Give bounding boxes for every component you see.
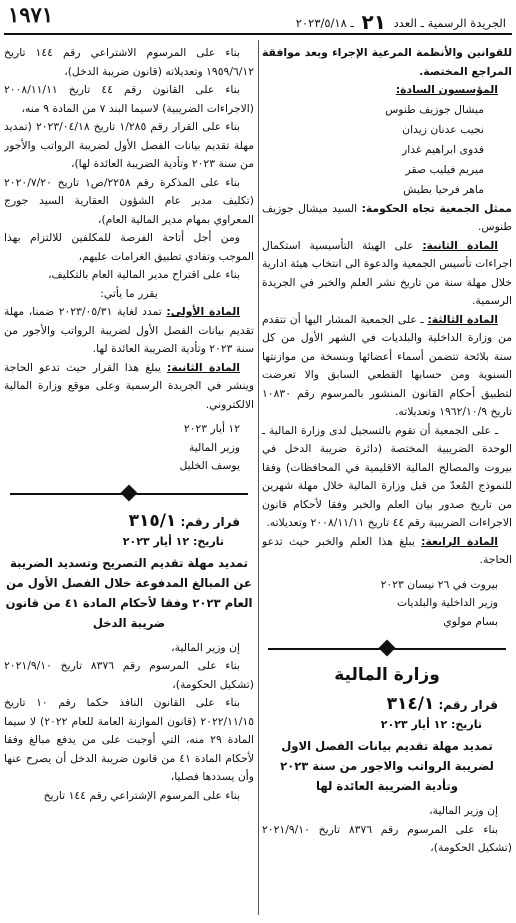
signature-name: بسام مولوي — [443, 614, 498, 628]
page-number: ١٩٧١ — [8, 2, 54, 27]
publication-name: الجريدة الرسمية ـ العدد — [393, 16, 506, 30]
recital: بناء على القانون رقم ٤٤ تاريخ ٢٠٠٨/١١/١١ (الاجراءات الضريبية) لاسيما البند ٧ من المادة ٩ منه، — [4, 83, 254, 115]
article-3: المادة الثالثة: ـ على الجمعية المشار اليها أن تتقدم من وزارة الداخلية والبلديات في الشهر الأول من كل سنة بلائحة تتضمن أسماء أعضائها وبنسخة من موازنتها السنوية ومن حسابها القطعي السابق والا تعرضت لتطبيق أحكام القانون المنشور بالمرسوم رقم ١٠٨٣٠ تاريخ ١٩٦٢/١٠/٩ وتعديلاته. — [262, 312, 512, 418]
article-2: المادة الثانية: يبلغ هذا القرار حيث تدعو الحاجة وينشر في الجريدة الرسمية وعلى موقع وزارة المالية الالكتروني. — [4, 360, 254, 411]
preamble-minister: إن وزير المالية، — [171, 640, 240, 654]
founder-item: فدوى ابراهيم غدار — [402, 142, 484, 156]
column-divider — [258, 40, 259, 915]
recital: بناء على المذكرة رقم ٢٢٥٨/ص١ تاريخ ٢٠٢٠/٧/٢٠ (تكليف مدير عام الشؤون العقارية السيد جورج المعراوي بمهام مدير المالية العام)، — [4, 175, 254, 226]
issue-number: ٢١ — [361, 10, 386, 34]
founders-heading: المؤسسون السادة: — [395, 83, 498, 96]
intro-paragraph: للقوانين والأنظمة المرعية الإجراء وبعد موافقة المراجع المختصة. — [262, 46, 512, 78]
article-1: المادة الأولى: تمدد لغاية ٢٠٢٣/٠٥/٣١ ضمنا، مهلة تقديم بيانات الفصل الأول لضريبة الرواتب والأجور من سنة ٢٠٢٣ وتأدية الضريبة العائدة لها. — [4, 305, 254, 355]
signature-minister: وزير الداخلية والبلديات — [397, 596, 498, 609]
representative-paragraph: ممثل الجمعية تجاه الحكومة: السيد ميشال جوزيف طنوس. — [262, 201, 512, 233]
decision-title: تمديد مهلة تقديم بيانات الفصل الاول لضريبة الرواتب والاجور من سنة ٢٠٢٣ وتأدية الضريبة العائدة لها — [280, 739, 494, 793]
section-separator — [268, 641, 506, 657]
signature-block — [262, 576, 512, 632]
signature-minister: وزير المالية — [189, 440, 240, 454]
publication-line — [296, 8, 506, 32]
section-title: وزارة المالية — [334, 665, 440, 685]
preamble-minister: إن وزير المالية، — [429, 804, 498, 817]
article-4: المادة الرابعة: يبلغ هذا العلم والخبر حيث تدعو الحاجة. — [262, 534, 512, 566]
decision-date: تاريخ: ١٢ أيار ٢٠٢٣ — [122, 534, 224, 548]
founders-list — [262, 100, 512, 200]
decision-number: قرار رقم: ٣١٤/١ — [386, 694, 498, 714]
right-column — [262, 44, 512, 914]
founder-item: نجيب عدنان زيدان — [402, 122, 484, 136]
recital: بناء على المرسوم الاشتراعي رقم ١٤٤ تاريخ ١٩٥٩/٦/١٢ وتعديلاته (قانون ضريبة الدخل)، — [4, 46, 254, 78]
founder-item: ماهر فرحيا بطيش — [403, 182, 484, 196]
left-column — [4, 44, 254, 914]
preamble-decree: بناء على المرسوم رقم ٨٣٧٦ تاريخ ٢٠٢١/٩/١٠ (تشكيل الحكومة)، — [262, 822, 512, 854]
article-2: المادة الثانية: على الهيئة التأسيسية استكمال اجراءات تأسيس الجمعية والدعوة الى انتخاب هيئة ادارية خلال مهلة سنة من تاريخ نشر العلم والخبر في الجريدة الرسمية. — [262, 238, 512, 307]
preamble-legislative-decree: بناء على المرسوم الإشتراعي رقم ١٤٤ تاريخ — [43, 788, 240, 802]
section-separator — [10, 486, 248, 502]
preamble-decree: بناء على المرسوم رقم ٨٣٧٦ تاريخ ٢٠٢١/٩/١٠ (تشكيل الحكومة)، — [4, 659, 254, 691]
recital: ومن أجل أتاحة الفرصة للمكلفين للالتزام بهذا الموجب وتفادي تطبيق الغرامات عليهم، — [4, 231, 254, 263]
decision-date: تاريخ: ١٢ أيار ٢٠٢٣ — [380, 718, 482, 731]
decision-title: تمديد مهلة تقديم التصريح وتسديد الضريبة عن المبالغ المدفوعة خلال الفصل الأول من العام ٢٠٢٣ وفقا لأحكام المادة ٤١ من قانون ضريبة الدخل — [5, 555, 253, 630]
decision-number: قرار رقم: ٣١٥/١ — [128, 510, 240, 531]
signature-block — [4, 420, 254, 476]
decides-heading: يقرر ما يأتي: — [100, 286, 158, 300]
signature-place-date: بيروت في ٢٦ نيسان ٢٠٢٣ — [380, 577, 498, 591]
article-3-clause-2: ـ على الجمعية أن تقوم بالتسجيل لدى وزارة المالية ـ الوحدة الضريبية المختصة (دائرة ضريبة الدخل في بيروت والمصالح المالية الاقليمية في المحافظات) وفقا للنموذج المُعدّ من قبل وزارة المالية خلال مهلة شهرين من تاريخ صدور بيان العلم والخبر وفقا لأحكام قانون الاجراءات الضريبية رقم ٤٤ تاريخ ٢٠٠٨/١١/١١ وتعديلاته. — [262, 423, 512, 529]
recital: بناء على اقتراح مدير المالية العام بالتكليف، — [48, 268, 240, 281]
recital: بناء على القرار رقم ١/٢٨٥ تاريخ ٢٠٢٣/٠٤/١٨ (تمديد مهلة تقديم بيانات الفصل الأول لضريبة الرواتب والأجور من سنة ٢٠٢٣ وتأدية الضريبة العائدة لها)، — [4, 120, 254, 170]
page-header — [0, 0, 516, 36]
founder-item: ميريم فيليب صقر — [405, 162, 484, 176]
signature-date: ١٢ أيار ٢٠٢٣ — [183, 422, 240, 435]
issue-date: ـ ٢٠٢٣/٥/١٨ — [295, 16, 354, 30]
signature-name: يوسف الخليل — [179, 459, 240, 472]
preamble-law: بناء على القانون النافذ حكما رقم ١٠ تاريخ ٢٠٢٢/١١/١٥ (قانون الموازنة العامة للعام ٢٠٢٢) لا سيما المادة ٢٩ منه، التي أوجبت على من يدفع مبالغ وفقا لأحكام المادة ٤١ من قانون ضريبة الدخل أن يصرح عنها وأن يسددها فصليا، — [4, 696, 254, 783]
founder-item: ميشال جوزيف طنوس — [385, 102, 484, 116]
header-rule — [4, 33, 512, 35]
